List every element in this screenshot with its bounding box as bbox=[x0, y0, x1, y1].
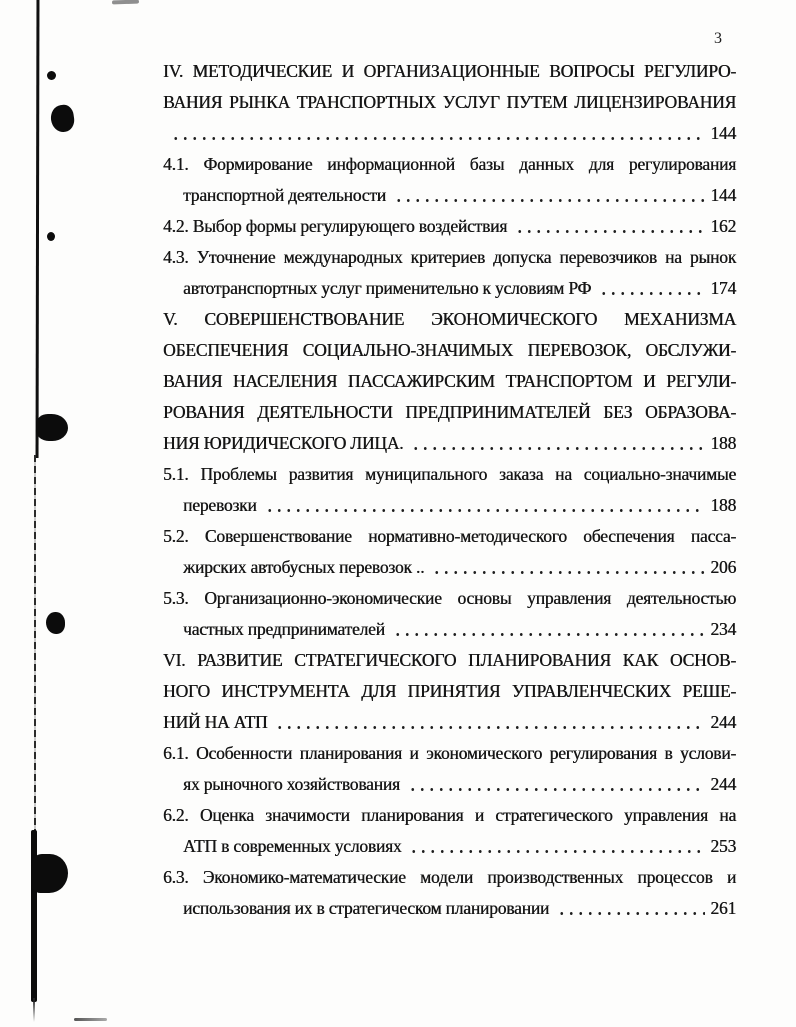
toc-line bbox=[163, 273, 736, 304]
scan-smudge-bottom bbox=[74, 1018, 107, 1021]
dot-leader bbox=[392, 614, 706, 645]
toc-line bbox=[163, 800, 736, 831]
toc-entry-text: ВАНИЯ НАСЕЛЕНИЯ ПАССАЖИРСКИМ ТРАНСПОРТОМ И РЕГУЛИ- bbox=[163, 371, 736, 391]
toc-entry-text: ВАНИЯ РЫНКА ТРАНСПОРТНЫХ УСЛУГ ПУТЕМ ЛИЦЕНЗИРОВАНИЯ bbox=[163, 92, 736, 112]
toc-entry-text: использования их в стратегическом планировании bbox=[183, 898, 550, 918]
toc-entry-text: ОБЕСПЕЧЕНИЯ СОЦИАЛЬНО-ЗНАЧИМЫХ ПЕРЕВОЗОК, ОБСЛУЖИ- bbox=[163, 340, 736, 360]
page-number: 3 bbox=[714, 30, 722, 47]
toc-entry-text: 5.1. Проблемы развития муниципального заказа на социально-значимые bbox=[163, 464, 736, 484]
toc-page-ref: 188 bbox=[710, 433, 736, 453]
dot-leader bbox=[170, 118, 705, 149]
toc-page-ref: 261 bbox=[710, 898, 736, 918]
toc-line bbox=[163, 428, 736, 459]
toc-line bbox=[163, 707, 736, 738]
ink-blob-small-3 bbox=[46, 612, 65, 634]
dot-leader bbox=[408, 831, 705, 862]
scan-edge-line-middle bbox=[34, 455, 36, 833]
ink-blob-small-2 bbox=[47, 232, 55, 241]
toc-page-ref: 162 bbox=[710, 216, 736, 236]
scan-edge-line-top bbox=[36, 0, 40, 458]
toc-line bbox=[163, 769, 736, 800]
dot-leader bbox=[407, 769, 706, 800]
dot-leader bbox=[393, 180, 706, 211]
toc-entry-text: жирских автобусных перевозок .. bbox=[183, 557, 425, 577]
toc-page-ref: 253 bbox=[710, 836, 736, 856]
toc-line bbox=[163, 180, 736, 211]
toc-entry-text: 4.1. Формирование информационной базы данных для регулирования bbox=[163, 154, 736, 174]
toc-page-ref: 234 bbox=[710, 619, 736, 639]
toc-line bbox=[163, 149, 736, 180]
dot-leader bbox=[410, 428, 705, 459]
toc-line bbox=[163, 118, 736, 149]
scan-smudge-top bbox=[112, 0, 139, 4]
toc-entry-text: АТП в современных условиях bbox=[183, 836, 402, 856]
toc-line bbox=[163, 87, 736, 118]
toc-line bbox=[163, 614, 736, 645]
toc-line bbox=[163, 552, 736, 583]
ink-blob-large-1 bbox=[49, 104, 76, 134]
dot-leader bbox=[274, 707, 705, 738]
toc-entry-text: VI. РАЗВИТИЕ СТРАТЕГИЧЕСКОГО ПЛАНИРОВАНИЯ КАК ОСНОВ- bbox=[163, 650, 736, 670]
toc-entry-text: 6.2. Оценка значимости планирования и стратегического управления на bbox=[163, 805, 736, 825]
toc-entry-text: НОГО ИНСТРУМЕНТА ДЛЯ ПРИНЯТИЯ УПРАВЛЕНЧЕСКИХ РЕШЕ- bbox=[163, 681, 736, 701]
toc-page-ref: 244 bbox=[710, 712, 736, 732]
toc-line bbox=[163, 304, 736, 335]
toc-line bbox=[163, 738, 736, 769]
dot-leader bbox=[556, 893, 705, 924]
toc-entry-text: перевозки bbox=[183, 495, 257, 515]
toc-line bbox=[163, 56, 736, 87]
dot-leader bbox=[264, 490, 706, 521]
toc-page-ref: 144 bbox=[710, 185, 736, 205]
ink-blob-large-2 bbox=[36, 414, 68, 441]
toc-entry-text: частных предпринимателей bbox=[183, 619, 385, 639]
dot-leader bbox=[514, 211, 705, 242]
toc-entry-text: V. СОВЕРШЕНСТВОВАНИЕ ЭКОНОМИЧЕСКОГО МЕХАНИЗМА bbox=[163, 309, 736, 329]
toc-entry-text: 5.2. Совершенствование нормативно-методического обеспечения пасса- bbox=[163, 526, 736, 546]
dot-leader bbox=[598, 273, 705, 304]
scan-edge-line-taper bbox=[33, 998, 35, 1022]
toc-entry-text: РОВАНИЯ ДЕЯТЕЛЬНОСТИ ПРЕДПРИНИМАТЕЛЕЙ БЕЗ ОБРАЗОВА- bbox=[163, 402, 736, 422]
toc-entry-text: ях рыночного хозяйствования bbox=[183, 774, 400, 794]
toc-entry-text: 6.3. Экономико-математические модели производственных процессов и bbox=[163, 867, 736, 887]
toc-entry-text: автотранспортных услуг применительно к условиям РФ bbox=[183, 278, 592, 298]
toc-entry-text: 4.3. Уточнение международных критериев допуска перевозчиков на рынок bbox=[163, 247, 736, 267]
toc-page-ref: 188 bbox=[710, 495, 736, 515]
toc-entry-text: НИЯ ЮРИДИЧЕСКОГО ЛИЦА. bbox=[163, 433, 404, 453]
table-of-contents bbox=[163, 56, 736, 924]
toc-page-ref: 244 bbox=[710, 774, 736, 794]
toc-line bbox=[163, 366, 736, 397]
toc-line bbox=[163, 211, 736, 242]
toc-page-ref: 206 bbox=[710, 557, 736, 577]
ink-blob-small-1 bbox=[47, 71, 56, 80]
toc-line bbox=[163, 676, 736, 707]
toc-line bbox=[163, 831, 736, 862]
toc-entry-text: 5.3. Организационно-экономические основы управления деятельностью bbox=[163, 588, 736, 608]
toc-entry-text: НИЙ НА АТП bbox=[163, 712, 268, 732]
toc-line bbox=[163, 242, 736, 273]
toc-entry-text: 4.2. Выбор формы регулирующего воздействия bbox=[163, 216, 508, 236]
toc-line bbox=[163, 490, 736, 521]
toc-page-ref: 144 bbox=[710, 123, 736, 143]
toc-line bbox=[163, 459, 736, 490]
toc-line bbox=[163, 583, 736, 614]
ink-blob-large-3 bbox=[31, 854, 68, 893]
toc-line bbox=[163, 645, 736, 676]
toc-line bbox=[163, 397, 736, 428]
toc-line bbox=[163, 893, 736, 924]
toc-entry-text: IV. МЕТОДИЧЕСКИЕ И ОРГАНИЗАЦИОННЫЕ ВОПРОСЫ РЕГУЛИРО- bbox=[163, 61, 736, 81]
toc-entry-text: транспортной деятельности bbox=[183, 185, 386, 205]
toc-page-ref: 174 bbox=[710, 278, 736, 298]
dot-leader bbox=[431, 552, 705, 583]
toc-line bbox=[163, 335, 736, 366]
toc-line bbox=[163, 521, 736, 552]
toc-entry-text: 6.1. Особенности планирования и экономического регулирования в услови- bbox=[163, 743, 736, 763]
toc-line bbox=[163, 862, 736, 893]
